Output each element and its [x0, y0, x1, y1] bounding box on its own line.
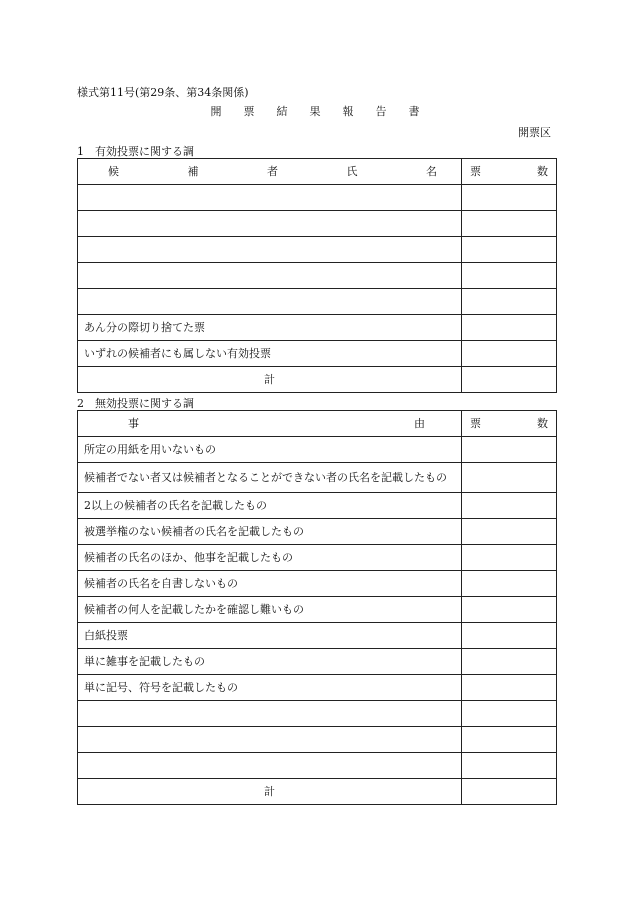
total-label: 計 — [78, 779, 462, 805]
title-char: 結 — [276, 105, 288, 118]
table-row — [78, 649, 557, 675]
reason-label: 被選挙権のない候補者の氏名を記載したもの — [78, 519, 462, 545]
document-title — [0, 103, 630, 119]
count-cell[interactable] — [462, 727, 557, 753]
count-cell[interactable] — [462, 263, 557, 289]
header-char: 数 — [537, 165, 548, 178]
title-char: 票 — [243, 105, 255, 118]
total-row — [78, 367, 557, 393]
table-row — [78, 623, 557, 649]
vote-count-header — [462, 159, 557, 185]
vote-count-header — [462, 411, 557, 437]
title-char: 告 — [375, 105, 387, 118]
reason-label: 候補者の何人を記載したかを確認し難いもの — [78, 597, 462, 623]
count-cell[interactable] — [462, 701, 557, 727]
candidate-name-header — [78, 159, 462, 185]
reason-cell[interactable] — [78, 753, 462, 779]
reason-label: 単に雑事を記載したもの — [78, 649, 462, 675]
count-cell[interactable] — [462, 315, 557, 341]
candidate-row — [78, 289, 557, 315]
total-label: 計 — [78, 367, 462, 393]
row-label: あん分の際切り捨てた票 — [78, 315, 462, 341]
total-row — [78, 779, 557, 805]
candidate-row — [78, 211, 557, 237]
title-char: 書 — [408, 105, 420, 118]
header-char: 名 — [426, 165, 437, 178]
count-cell[interactable] — [462, 493, 557, 519]
header-char: 補 — [187, 165, 199, 178]
table-row — [78, 493, 557, 519]
count-cell[interactable] — [462, 545, 557, 571]
count-cell[interactable] — [462, 463, 557, 493]
count-cell[interactable] — [462, 289, 557, 315]
row-label: いずれの候補者にも属しない有効投票 — [78, 341, 462, 367]
section2-heading: 2 無効投票に関する調 — [77, 397, 194, 410]
blank-row — [78, 701, 557, 727]
header-char: 票 — [470, 165, 481, 178]
name-cell[interactable] — [78, 263, 462, 289]
title-char: 果 — [309, 105, 321, 118]
count-cell[interactable] — [462, 519, 557, 545]
table-header-row — [78, 411, 557, 437]
reason-label: 白紙投票 — [78, 623, 462, 649]
reason-header — [78, 411, 462, 437]
reason-label: 2以上の候補者の氏名を記載したもの — [78, 493, 462, 519]
reason-label: 所定の用紙を用いないもの — [78, 437, 462, 463]
count-cell[interactable] — [462, 185, 557, 211]
reason-label: 単に記号、符号を記載したもの — [78, 675, 462, 701]
table-row — [78, 463, 557, 493]
name-cell[interactable] — [78, 211, 462, 237]
total-count-cell[interactable] — [462, 367, 557, 393]
header-char: 数 — [537, 417, 548, 430]
table-row — [78, 571, 557, 597]
blank-row — [78, 727, 557, 753]
header-char: 票 — [470, 417, 481, 430]
reason-cell[interactable] — [78, 727, 462, 753]
name-cell[interactable] — [78, 237, 462, 263]
count-cell[interactable] — [462, 341, 557, 367]
form-number-label: 様式第11号(第29条、第34条関係) — [77, 86, 249, 99]
section1-heading: 1 有効投票に関する調 — [77, 145, 194, 158]
name-cell[interactable] — [78, 289, 462, 315]
reason-label: 候補者の氏名のほか、他事を記載したもの — [78, 545, 462, 571]
table-row — [78, 675, 557, 701]
table-row — [78, 437, 557, 463]
blank-row — [78, 753, 557, 779]
count-cell[interactable] — [462, 675, 557, 701]
count-cell[interactable] — [462, 237, 557, 263]
valid-votes-table — [77, 158, 557, 393]
header-char: 候 — [108, 165, 119, 178]
district-label: 開票区 — [518, 126, 551, 139]
candidate-row — [78, 263, 557, 289]
reason-label: 候補者の氏名を自書しないもの — [78, 571, 462, 597]
count-cell[interactable] — [462, 437, 557, 463]
table-header-row — [78, 159, 557, 185]
count-cell[interactable] — [462, 649, 557, 675]
title-char: 報 — [342, 105, 354, 118]
table-row — [78, 341, 557, 367]
count-cell[interactable] — [462, 211, 557, 237]
reason-label: 候補者でない者又は候補者となることができない者の氏名を記載したもの — [78, 463, 462, 493]
count-cell[interactable] — [462, 571, 557, 597]
table-row — [78, 545, 557, 571]
total-count-cell[interactable] — [462, 779, 557, 805]
table-row — [78, 519, 557, 545]
invalid-votes-table — [77, 410, 557, 805]
count-cell[interactable] — [462, 753, 557, 779]
header-char: 氏 — [346, 165, 358, 178]
header-char: 由 — [414, 417, 425, 430]
table-row — [78, 315, 557, 341]
reason-cell[interactable] — [78, 701, 462, 727]
name-cell[interactable] — [78, 185, 462, 211]
candidate-row — [78, 237, 557, 263]
header-char: 事 — [128, 417, 139, 430]
count-cell[interactable] — [462, 597, 557, 623]
table-row — [78, 597, 557, 623]
count-cell[interactable] — [462, 623, 557, 649]
title-char: 開 — [210, 105, 222, 118]
candidate-row — [78, 185, 557, 211]
header-char: 者 — [267, 165, 278, 178]
